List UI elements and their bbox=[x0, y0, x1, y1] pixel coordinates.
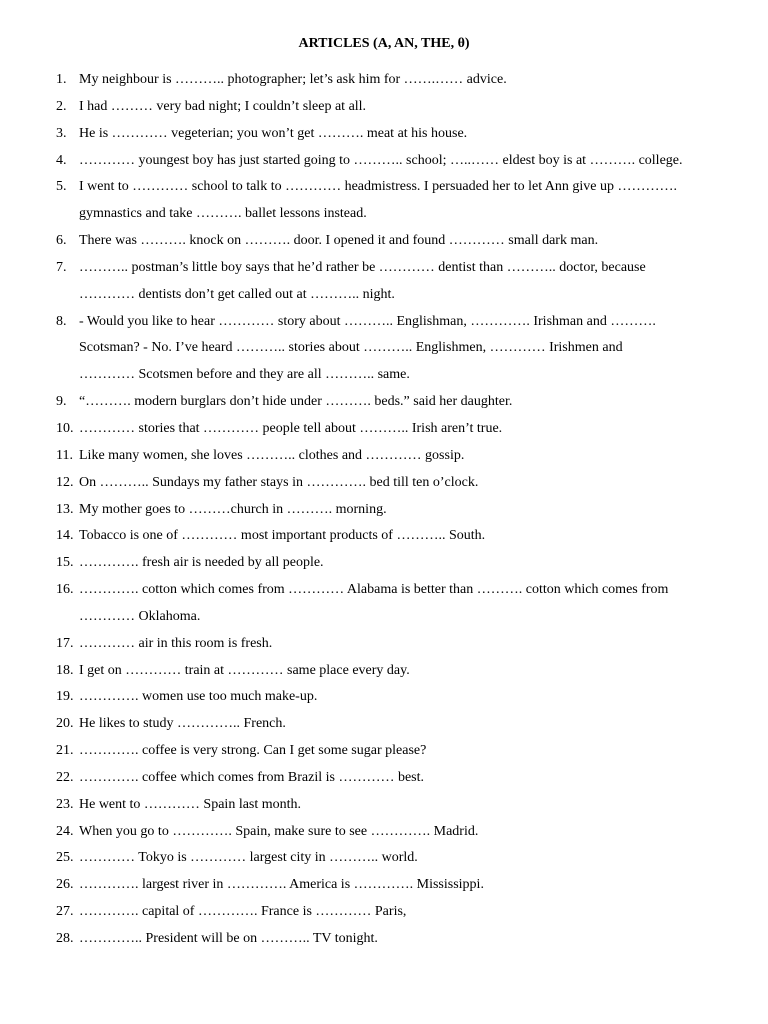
exercise-item bbox=[0, 258, 768, 285]
exercise-text: …………. coffee which comes from Brazil is ………… best. bbox=[79, 769, 425, 785]
exercise-number: 6. bbox=[56, 233, 67, 249]
exercise-text: My neighbour is ……….. photographer; let’s ask him for …….…… advice. bbox=[79, 72, 507, 87]
exercise-text: gymnastics and take ………. ballet lessons instead. bbox=[79, 206, 367, 222]
exercise-text: …………. capital of …………. France is ………… Paris, bbox=[79, 904, 407, 920]
exercise-number: 16. bbox=[56, 582, 74, 598]
exercise-item-continuation bbox=[0, 285, 768, 312]
exercise-text: ………… youngest boy has just started going to ……….. school; …..…… eldest boy is at ………. college. bbox=[79, 152, 683, 168]
exercise-item bbox=[0, 124, 768, 151]
exercise-item bbox=[0, 822, 768, 849]
exercise-number: 11. bbox=[56, 447, 73, 463]
exercise-text: …………. fresh air is needed by all people. bbox=[79, 555, 324, 571]
exercise-text: I had ……… very bad night; I couldn’t sleep at all. bbox=[79, 98, 367, 114]
exercise-text: On ……….. Sundays my father stays in …………. bed till ten o’clock. bbox=[79, 474, 479, 490]
exercise-text: I get on ………… train at ………… same place every day. bbox=[79, 662, 410, 678]
exercise-item bbox=[0, 392, 768, 419]
exercise-number: 2. bbox=[56, 98, 67, 114]
exercise-item bbox=[0, 580, 768, 607]
exercise-text: ………… stories that ………… people tell about ……….. Irish aren’t true. bbox=[79, 420, 503, 436]
exercise-number: 15. bbox=[56, 555, 74, 571]
exercise-item-continuation bbox=[0, 365, 768, 392]
exercise-number: 20. bbox=[56, 716, 74, 732]
exercise-number: 13. bbox=[56, 501, 74, 517]
exercise-number: 10. bbox=[56, 420, 74, 436]
exercise-item bbox=[0, 553, 768, 580]
exercise-item bbox=[0, 312, 768, 339]
exercise-number: 21. bbox=[56, 743, 74, 759]
exercise-item bbox=[0, 231, 768, 258]
exercise-text: There was ………. knock on ………. door. I opened it and found ………… small dark man. bbox=[79, 233, 599, 249]
exercise-number: 22. bbox=[56, 769, 74, 785]
exercise-item bbox=[0, 634, 768, 661]
exercise-item-continuation bbox=[0, 607, 768, 634]
exercise-list bbox=[0, 70, 768, 956]
exercise-number: 14. bbox=[56, 528, 74, 544]
exercise-item bbox=[0, 97, 768, 124]
exercise-number: 9. bbox=[56, 394, 67, 410]
exercise-text: I went to ………… school to talk to ………… headmistress. I persuaded her to let Ann give up …………. bbox=[79, 179, 678, 195]
exercise-text: Tobacco is one of ………… most important products of ……….. South. bbox=[79, 528, 486, 544]
exercise-item bbox=[0, 151, 768, 178]
exercise-item bbox=[0, 929, 768, 956]
exercise-number: 3. bbox=[56, 125, 67, 141]
exercise-text: - Would you like to hear ………… story about ……….. Englishman, …………. Irishman and ………. bbox=[79, 313, 656, 329]
worksheet-title: ARTICLES (A, AN, THE, θ) bbox=[298, 36, 470, 51]
exercise-text: …………. women use too much make-up. bbox=[79, 689, 318, 705]
exercise-text: ……….. postman’s little boy says that he’d rather be ………… dentist than ……….. doctor, because bbox=[79, 259, 646, 275]
exercise-text: …………. coffee is very strong. Can I get some sugar please? bbox=[79, 743, 427, 759]
exercise-item bbox=[0, 177, 768, 204]
exercise-number: 5. bbox=[56, 179, 67, 195]
exercise-text: Scotsman? - No. I’ve heard ……….. stories about ……….. Englishmen, ………… Irishmen and bbox=[79, 340, 623, 356]
exercise-number: 23. bbox=[56, 796, 74, 812]
exercise-item-continuation bbox=[0, 204, 768, 231]
exercise-item-continuation bbox=[0, 338, 768, 365]
exercise-text: He likes to study ………….. French. bbox=[79, 716, 286, 732]
exercise-item bbox=[0, 473, 768, 500]
exercise-text: He went to ………… Spain last month. bbox=[79, 796, 302, 812]
exercise-number: 28. bbox=[56, 931, 74, 946]
exercise-text: My mother goes to ………church in ………. morning. bbox=[79, 501, 387, 517]
exercise-item bbox=[0, 661, 768, 688]
exercise-item bbox=[0, 848, 768, 875]
exercise-item bbox=[0, 741, 768, 768]
exercise-number: 24. bbox=[56, 823, 74, 839]
exercise-item bbox=[0, 526, 768, 553]
exercise-item bbox=[0, 875, 768, 902]
exercise-number: 7. bbox=[56, 259, 67, 275]
exercise-text: ………… Oklahoma. bbox=[79, 608, 201, 624]
exercise-text: ………… Scotsmen before and they are all ……….. same. bbox=[79, 367, 410, 383]
exercise-item bbox=[0, 446, 768, 473]
exercise-text: When you go to …………. Spain, make sure to see …………. Madrid. bbox=[79, 823, 479, 839]
exercise-item bbox=[0, 768, 768, 795]
exercise-text: ………… air in this room is fresh. bbox=[79, 635, 273, 651]
exercise-text: ………….. President will be on ……….. TV tonight. bbox=[79, 931, 378, 946]
exercise-number: 8. bbox=[56, 313, 67, 329]
exercise-text: Like many women, she loves ……….. clothes and ………… gossip. bbox=[79, 447, 465, 463]
exercise-number: 17. bbox=[56, 635, 74, 651]
exercise-item bbox=[0, 902, 768, 929]
exercise-number: 19. bbox=[56, 689, 74, 705]
exercise-number: 27. bbox=[56, 904, 74, 920]
exercise-text: “………. modern burglars don’t hide under ………. beds.” said her daughter. bbox=[79, 394, 513, 410]
exercise-number: 1. bbox=[56, 72, 67, 87]
exercise-number: 18. bbox=[56, 662, 74, 678]
exercise-text: ………… Tokyo is ………… largest city in ……….. world. bbox=[79, 850, 418, 866]
exercise-text: …………. cotton which comes from ………… Alabama is better than ………. cotton which comes from bbox=[79, 582, 669, 598]
exercise-number: 12. bbox=[56, 474, 74, 490]
exercise-item bbox=[0, 419, 768, 446]
exercise-text: …………. largest river in …………. America is …………. Mississippi. bbox=[79, 877, 484, 893]
exercise-number: 4. bbox=[56, 152, 67, 168]
exercise-number: 26. bbox=[56, 877, 74, 893]
exercise-item bbox=[0, 687, 768, 714]
exercise-item bbox=[0, 500, 768, 527]
exercise-item bbox=[0, 795, 768, 822]
exercise-item bbox=[0, 70, 768, 97]
exercise-number: 25. bbox=[56, 850, 74, 866]
exercise-text: He is ………… vegeterian; you won’t get ………. meat at his house. bbox=[79, 125, 468, 141]
exercise-item bbox=[0, 714, 768, 741]
exercise-text: ………… dentists don’t get called out at ……….. night. bbox=[79, 286, 395, 302]
